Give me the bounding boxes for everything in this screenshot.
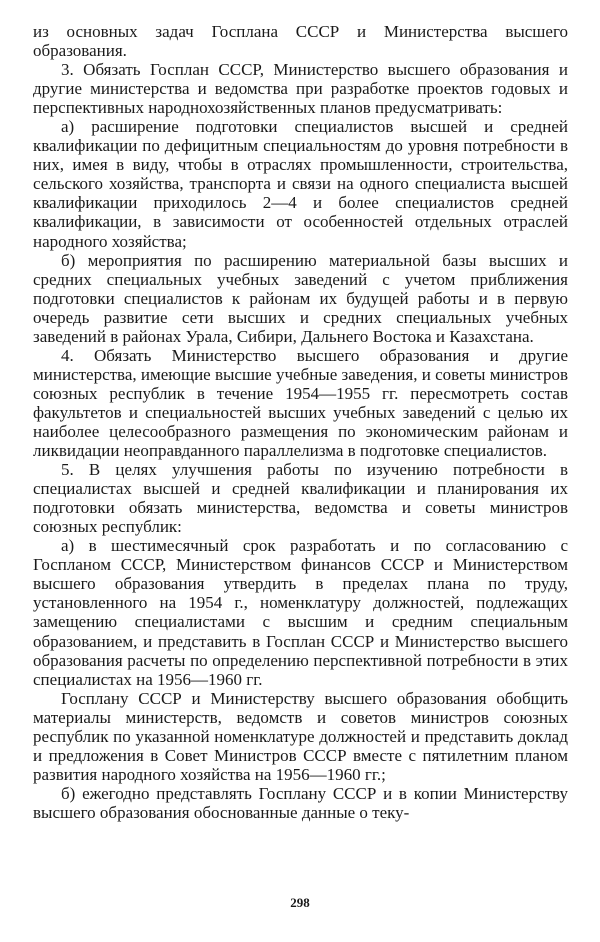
paragraph-point-3a: а) расширение подготовки специалистов высшей и средней квалификации по дефицитным специальностям до уровня потребности в них, имея в виду, чтобы в отраслях промышленности, строительства, сельского хозяйства, транспорта и связи на одного специалиста высшей квалификации приходилось 2—4 и более специалистов средней квалификации, в зависимости от особенностей отдельных отраслей народного хозяйства; <box>33 117 568 251</box>
page-number: 298 <box>290 895 310 910</box>
paragraph-intro-continuation: из основных задач Госплана СССР и Министерства высшего образования. <box>33 22 568 61</box>
paragraph-point-3: 3. Обязать Госплан СССР, Министерство высшего образования и другие министерства и ведомства при разработке проектов годовых и перспективных народнохозяйственных планов предусматривать: <box>33 60 568 118</box>
paragraph-point-5b: б) ежегодно представлять Госплану СССР и в копии Министерству высшего образования обоснованные данные о теку- <box>33 783 568 822</box>
document-page <box>33 22 568 822</box>
paragraph-gosplan-instruction: Госплану СССР и Министерству высшего образования обобщить материалы министерств, ведомств и советов министров союзных республик по указанной номенклатуре должностей и представить доклад и предложения в Совет Министров СССР вместе с пятилетним планом развития народного хозяйства на 1956—1960 гг.; <box>33 688 568 784</box>
paragraph-point-5: 5. В целях улучшения работы по изучению потребности в специалистах высшей и средней квалификации и планирования их подготовки обязать министерства, ведомства и советы министров союзных республик: <box>33 460 568 537</box>
paragraph-point-5a: а) в шестимесячный срок разработать и по согласованию с Госпланом СССР, Министерством финансов СССР и Министерством высшего образования утвердить в пределах плана по труду, установленного на 1954 г., номенклатуру должностей, подлежащих замещению специалистами с высшим и средним специальным образованием, и представить в Госплан СССР и Министерство высшего образования расчеты по определению перспективной потребности в этих специалистах на 1956—1960 гг. <box>33 536 568 689</box>
paragraph-point-4: 4. Обязать Министерство высшего образования и другие министерства, имеющие высшие учебные заведения, и советы министров союзных республик в течение 1954—1955 гг. пересмотреть состав факультетов и специальностей высших учебных заведений с целью их наиболее целесообразного размещения по экономическим районам и ликвидации неоправданного параллелизма в подготовке специалистов. <box>33 345 568 461</box>
paragraph-point-3b: б) мероприятия по расширению материальной базы высших и средних специальных учебных заведений с учетом приближения подготовки специалистов к районам их будущей работы и в первую очередь развитие сети высших и средних специальных учебных заведений в районах Урала, Сибири, Дальнего Востока и Казахстана. <box>33 250 568 346</box>
